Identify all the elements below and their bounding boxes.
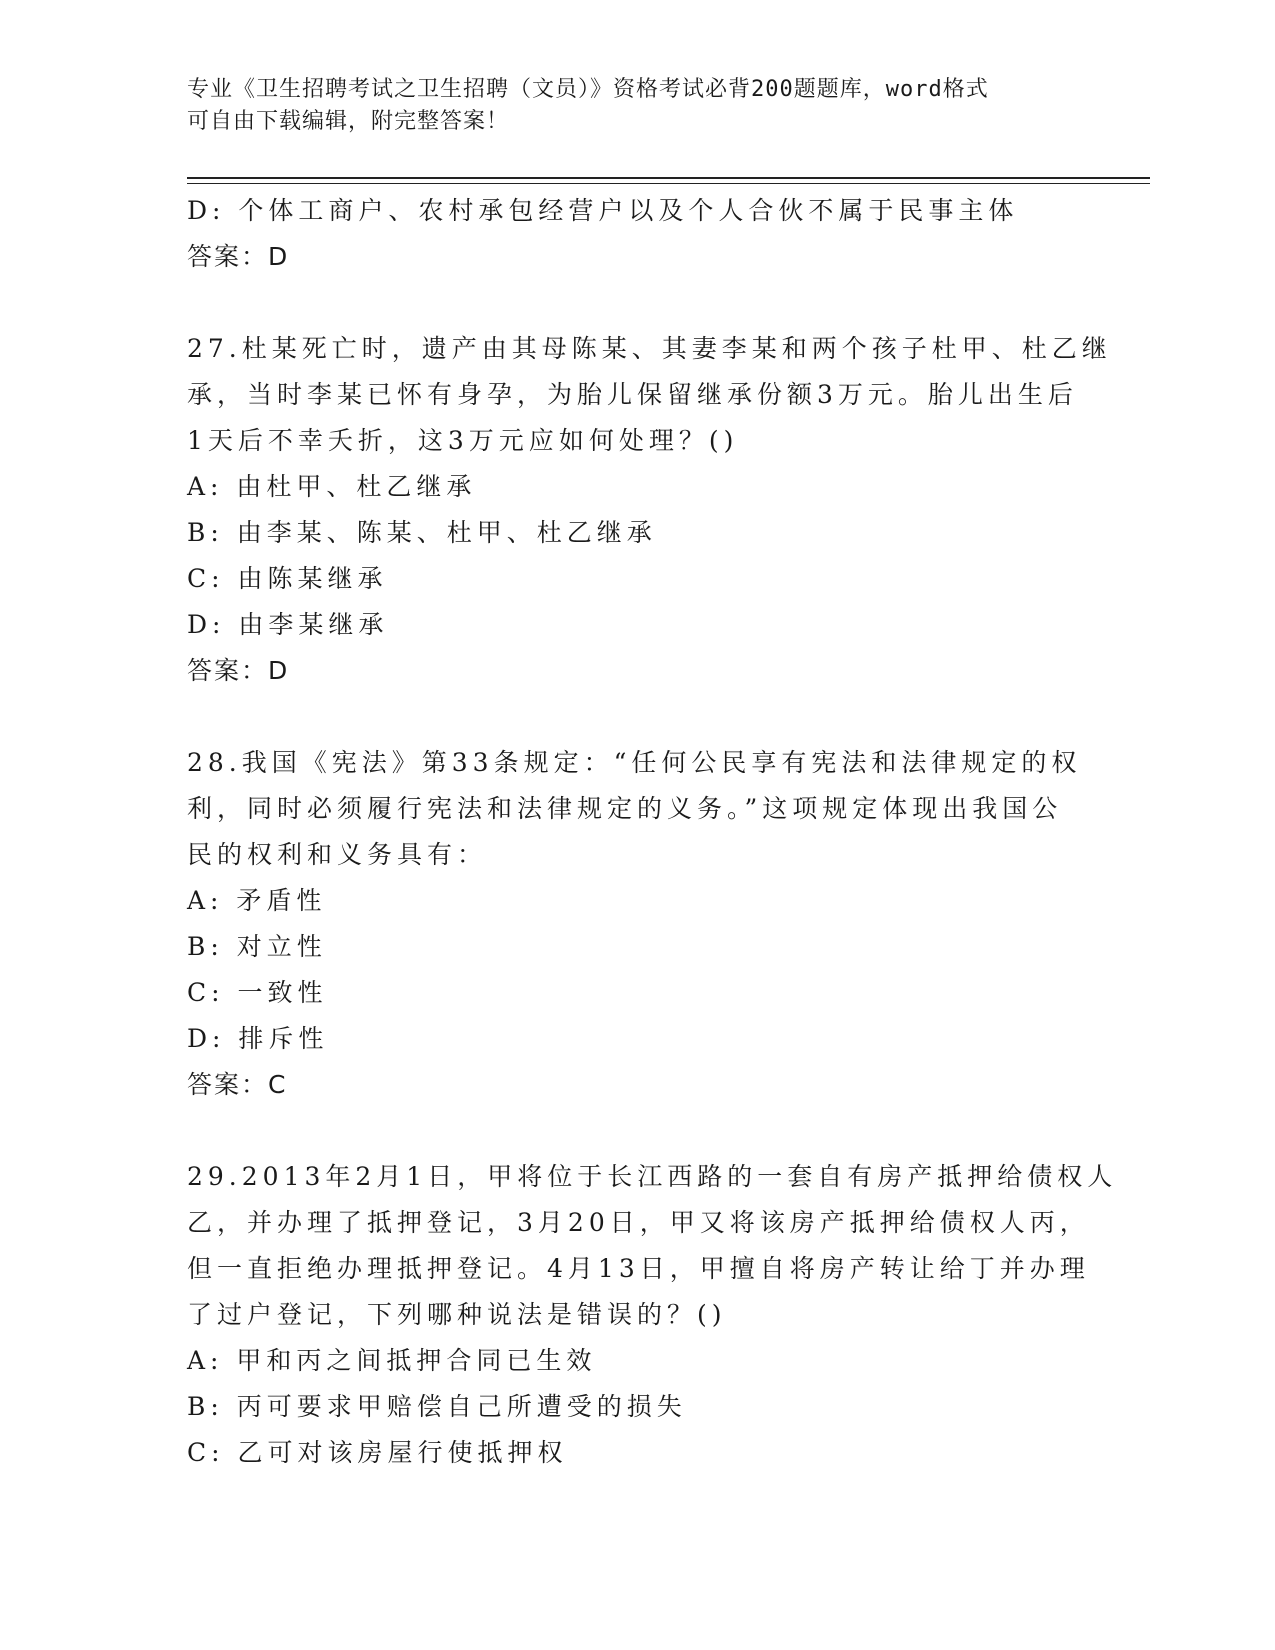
spacer bbox=[187, 694, 1087, 740]
question-stem-line: 28.我国《宪法》第33条规定：“任何公民享有宪法和法律规定的权 bbox=[187, 748, 1082, 777]
option-b: B: 对立性 bbox=[187, 932, 327, 961]
option-b: B: 丙可要求甲赔偿自己所遭受的损失 bbox=[187, 1392, 687, 1421]
question-stem-line: 承，当时李某已怀有身孕，为胎儿保留继承份额3万元。胎儿出生后 bbox=[187, 380, 1078, 409]
option-c: C: 由陈某继承 bbox=[187, 564, 388, 593]
header-line-2: 可自由下载编辑，附完整答案！ bbox=[187, 109, 510, 134]
header-rule-thin bbox=[187, 183, 1150, 184]
option-a: A: 甲和丙之间抵押合同已生效 bbox=[187, 1346, 597, 1375]
answer-line: 答案：D bbox=[187, 242, 290, 271]
header-rule-thick bbox=[187, 177, 1150, 179]
question-26-tail bbox=[187, 188, 1087, 280]
option-b: B: 由李某、陈某、杜甲、杜乙继承 bbox=[187, 518, 657, 547]
option-d: D: 个体工商户、农村承包经营户以及个人合伙不属于民事主体 bbox=[187, 196, 1019, 225]
option-d: D: 排斥性 bbox=[187, 1024, 329, 1053]
question-content bbox=[187, 188, 1118, 1476]
option-c: C: 乙可对该房屋行使抵押权 bbox=[187, 1438, 568, 1467]
question-stem-line: 但一直拒绝办理抵押登记。4月13日，甲擅自将房产转让给丁并办理 bbox=[187, 1254, 1090, 1283]
option-a: A: 矛盾性 bbox=[187, 886, 327, 915]
question-stem-line: 民的权利和义务具有： bbox=[187, 840, 488, 869]
question-28 bbox=[187, 740, 1087, 1108]
spacer bbox=[187, 280, 1087, 326]
option-d: D: 由李某继承 bbox=[187, 610, 389, 639]
answer-line: 答案：D bbox=[187, 656, 290, 685]
option-c: C: 一致性 bbox=[187, 978, 328, 1007]
header-line-1: 专业《卫生招聘考试之卫生招聘（文员）》资格考试必背200题题库，word格式 bbox=[187, 77, 989, 102]
spacer bbox=[187, 1108, 1087, 1154]
question-stem-line: 乙，并办理了抵押登记，3月20日，甲又将该房产抵押给债权人丙， bbox=[187, 1208, 1090, 1237]
question-stem-line: 利，同时必须履行宪法和法律规定的义务。”这项规定体现出我国公 bbox=[187, 794, 1063, 823]
question-27 bbox=[187, 326, 1112, 694]
document-header bbox=[187, 74, 1087, 138]
question-stem-line: 了过户登记，下列哪种说法是错误的？() bbox=[187, 1300, 727, 1329]
question-29 bbox=[187, 1154, 1118, 1476]
question-stem-line: 27.杜某死亡时，遗产由其母陈某、其妻李某和两个孩子杜甲、杜乙继 bbox=[187, 334, 1112, 363]
option-a: A: 由杜甲、杜乙继承 bbox=[187, 472, 477, 501]
answer-line: 答案：C bbox=[187, 1070, 288, 1099]
question-stem-line: 29.2013年2月1日，甲将位于长江西路的一套自有房产抵押给债权人 bbox=[187, 1162, 1118, 1191]
question-stem-line: 1天后不幸夭折，这3万元应如何处理？() bbox=[187, 426, 739, 455]
